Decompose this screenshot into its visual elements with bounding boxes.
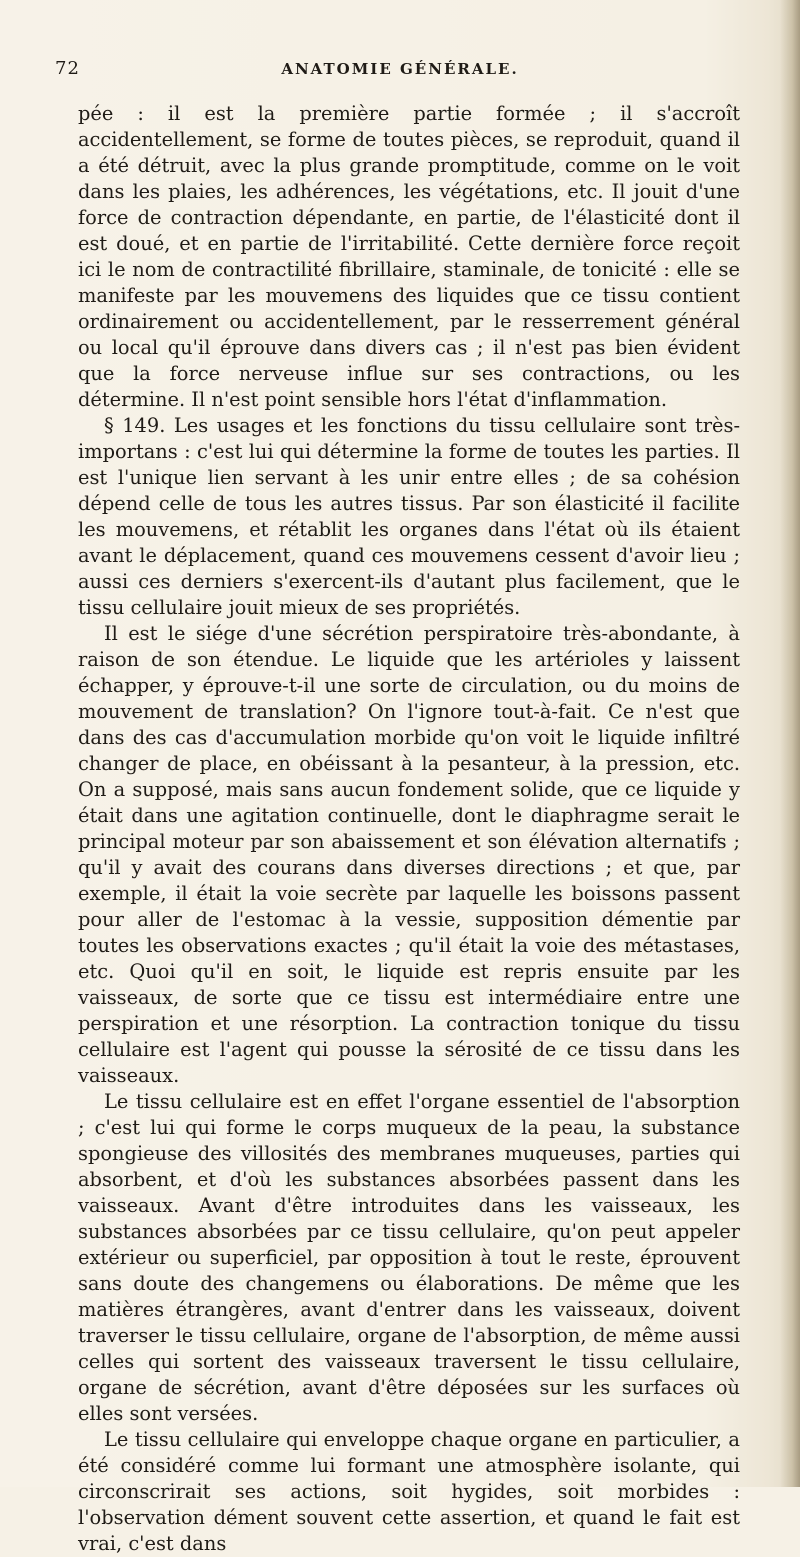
page-header [0, 56, 800, 90]
page-edge-shadow [780, 0, 800, 1487]
running-title: ANATOMIE GÉNÉRALE. [281, 60, 519, 78]
paragraph-section-149: § 149. Les usages et les fonctions du tissu cellulaire sont très-importans : c'est lui qui détermine la forme de toutes les parties. Il est l'unique lien servant à les unir entre elles ; de sa cohésion dépend celle de tous les autres tissus. Par son élasticité il facilite les mouvemens, et rétablit les organes dans l'état où ils étaient avant le déplacement, quand ces mouvemens cessent d'avoir lieu ; aussi ces derniers s'exercent-ils d'autant plus facilement, que le tissu cellulaire jouit mieux de ses propriétés. [78, 414, 740, 619]
paragraph-4: Le tissu cellulaire est en effet l'organe essentiel de l'absorption ; c'est lui qui forme le corps muqueux de la peau, la substance spongieuse des villosités des membranes muqueuses, parties qui absorbent, et d'où les substances absorbées passent dans les vaisseaux. Avant d'être introduites dans les vaisseaux, les substances absorbées par ce tissu cellulaire, qu'on peut appeler extérieur ou superficiel, par opposition à tout le reste, éprouvent sans doute des changemens ou élaborations. De même que les matières étrangères, avant d'entrer dans les vaisseaux, doivent traverser le tissu cellulaire, organe de l'absorption, de même aussi celles qui sortent des vaisseaux traversent le tissu cellulaire, organe de sécrétion, avant d'être déposées sur les surfaces où elles sont versées. [78, 1090, 740, 1425]
body-text [78, 101, 740, 1557]
paragraph-5: Le tissu cellulaire qui enveloppe chaque organe en particulier, a été considéré comme lui formant une atmosphère isolante, qui circonscrirait ses actions, soit hygides, soit morbides : l'observation dément souvent cette assertion, et quand le fait est vrai, c'est dans [78, 1428, 740, 1555]
paragraph-1: pée : il est la première partie formée ; il s'accroît accidentellement, se forme de toutes pièces, se reproduit, quand il a été détruit, avec la plus grande promptitude, comme on le voit dans les plaies, les adhérences, les végétations, etc. Il jouit d'une force de contraction dépendante, en partie, de l'élasticité dont il est doué, et en partie de l'irritabilité. Cette dernière force reçoit ici le nom de contractilité fibrillaire, staminale, de tonicité : elle se manifeste par les mouvemens des liquides que ce tissu contient ordinairement ou accidentellement, par le resserrement général ou local qu'il éprouve dans divers cas ; il n'est pas bien évident que la force nerveuse influe sur ses contractions, ou les détermine. Il n'est point sensible hors l'état d'inflammation. [78, 102, 740, 411]
paragraph-3: Il est le siége d'une sécrétion perspiratoire très-abondante, à raison de son étendue. Le liquide que les artérioles y laissent échapper, y éprouve-t-il une sorte de circulation, ou du moins de mouvement de translation? On l'ignore tout-à-fait. Ce n'est que dans des cas d'accumulation morbide qu'on voit le liquide infiltré changer de place, en obéissant à la pesanteur, à la pression, etc. On a supposé, mais sans aucun fondement solide, que ce liquide y était dans une agitation continuelle, dont le diaphragme serait le principal moteur par son abaissement et son élévation alternatifs ; qu'il y avait des courans dans diverses directions ; et que, par exemple, il était la voie secrète par laquelle les boissons passent pour aller de l'estomac à la vessie, supposition démentie par toutes les observations exactes ; qu'il était la voie des métastases, etc. Quoi qu'il en soit, le liquide est repris ensuite par les vaisseaux, de sorte que ce tissu est intermédiaire entre une perspiration et une résorption. La contraction tonique du tissu cellulaire est l'agent qui pousse la sérosité de ce tissu dans les vaisseaux. [78, 622, 740, 1087]
page-number: 72 [55, 58, 80, 79]
